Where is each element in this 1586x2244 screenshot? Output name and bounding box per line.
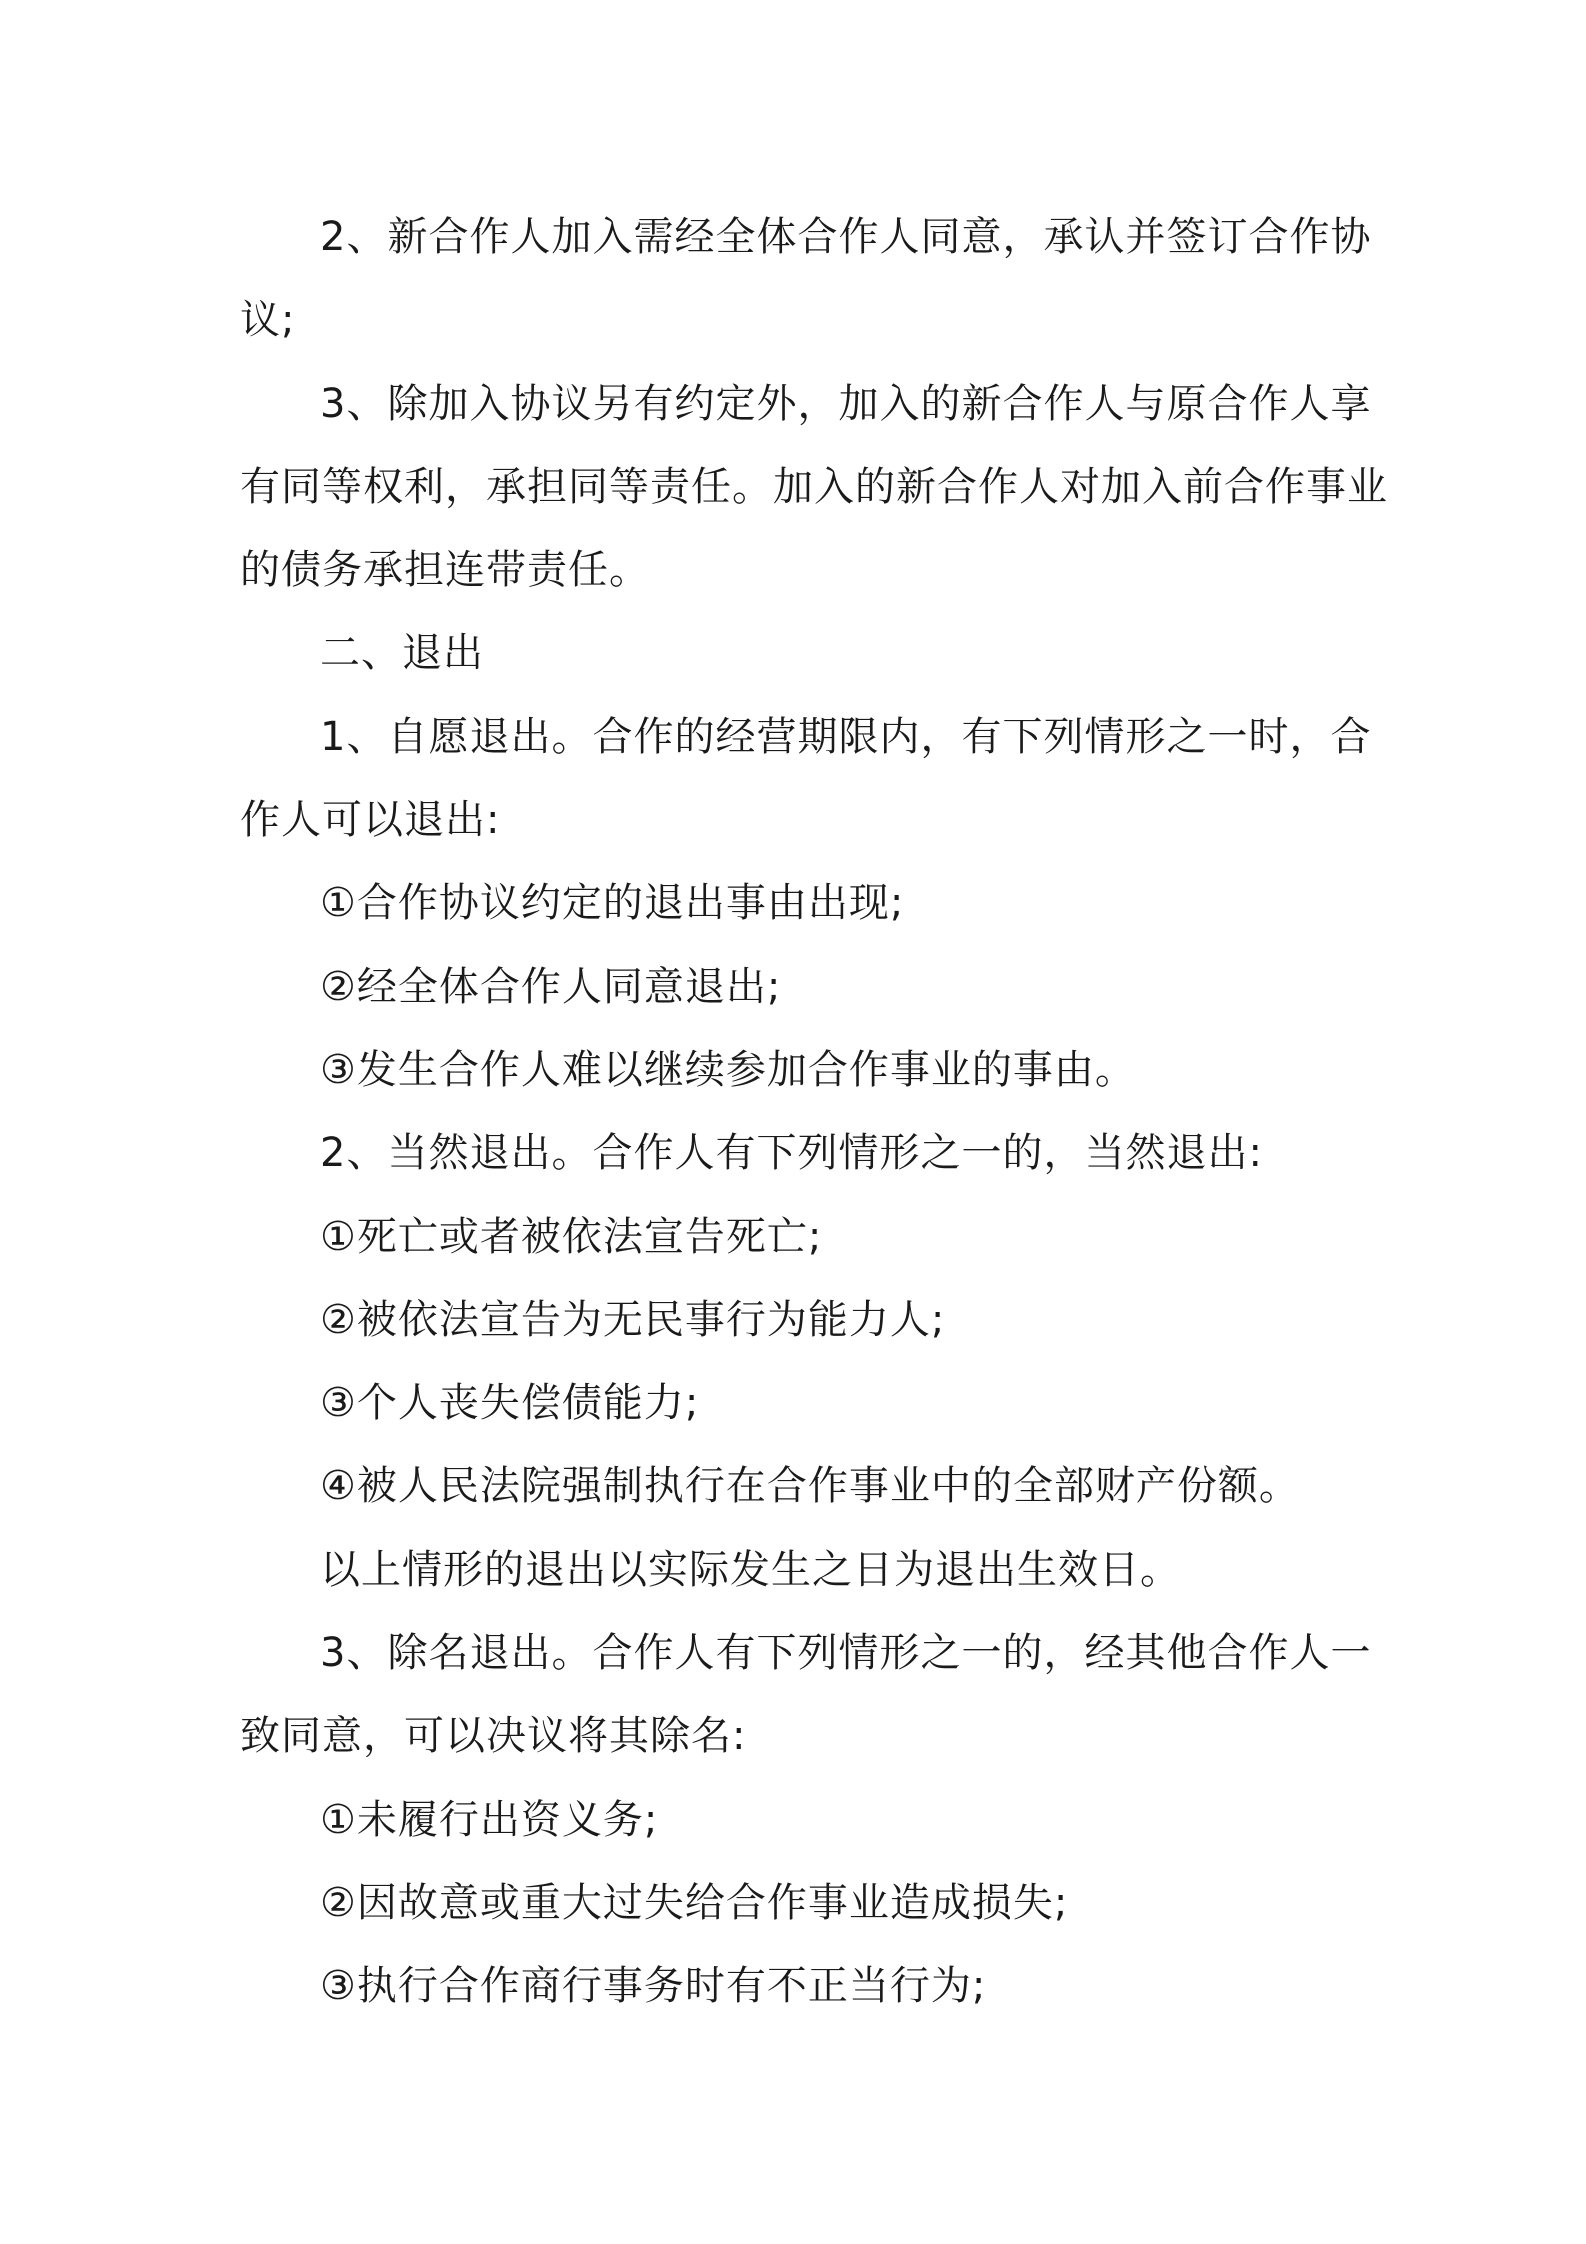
clause-2-new-partner-line-2: 议; bbox=[240, 297, 296, 344]
clause-3-expulsion-line-2: 致同意，可以决议将其除名: bbox=[240, 1713, 747, 1760]
clause-3-rights-line-3: 的债务承担连带责任。 bbox=[240, 547, 650, 594]
list-item: ②被依法宣告为无民事行为能力人; bbox=[320, 1296, 946, 1343]
list-item: ③执行合作商行事务时有不正当行为; bbox=[320, 1963, 987, 2010]
list-item: ④被人民法院强制执行在合作事业中的全部财产份额。 bbox=[320, 1463, 1300, 1510]
effective-date-note: 以上情形的退出以实际发生之日为退出生效日。 bbox=[320, 1546, 1181, 1593]
list-item: ②经全体合作人同意退出; bbox=[320, 963, 782, 1010]
list-item: ①死亡或者被依法宣告死亡; bbox=[320, 1213, 823, 1260]
list-item: ③个人丧失偿债能力; bbox=[320, 1380, 700, 1427]
list-item: ①合作协议约定的退出事由出现; bbox=[320, 880, 905, 927]
clause-1-voluntary-exit-line-2: 作人可以退出: bbox=[240, 797, 501, 844]
clause-1-voluntary-exit-line-1: 1、自愿退出。合作的经营期限内，有下列情形之一时，合 bbox=[320, 713, 1372, 760]
clause-2-new-partner-line-1: 2、新合作人加入需经全体合作人同意，承认并签订合作协 bbox=[320, 214, 1372, 260]
section-heading-exit: 二、退出 bbox=[320, 630, 484, 677]
clause-3-rights-line-2: 有同等权利，承担同等责任。加入的新合作人对加入前合作事业 bbox=[240, 463, 1388, 510]
list-item: ②因故意或重大过失给合作事业造成损失; bbox=[320, 1879, 1069, 1926]
document-body bbox=[240, 196, 1388, 2029]
clause-3-expulsion-line-1: 3、除名退出。合作人有下列情形之一的，经其他合作人一 bbox=[320, 1630, 1372, 1677]
clause-3-rights-line-1: 3、除加入协议另有约定外，加入的新合作人与原合作人享 bbox=[320, 380, 1372, 427]
clause-2-natural-exit: 2、当然退出。合作人有下列情形之一的，当然退出: bbox=[320, 1130, 1263, 1177]
list-item: ①未履行出资义务; bbox=[320, 1796, 659, 1843]
list-item: ③发生合作人难以继续参加合作事业的事由。 bbox=[320, 1046, 1136, 1093]
